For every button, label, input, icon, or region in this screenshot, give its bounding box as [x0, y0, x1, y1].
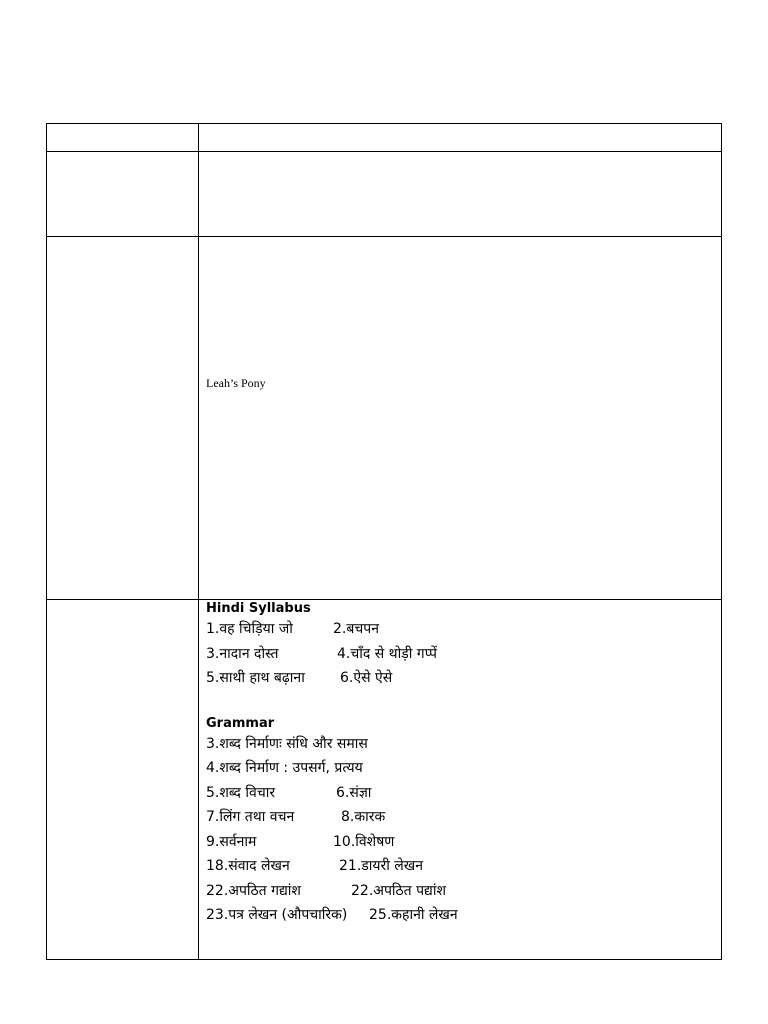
lesson-item: 3.नादान दोस्त [206, 645, 279, 662]
list-item [206, 756, 721, 781]
list-item [206, 642, 721, 667]
list-item [206, 732, 721, 757]
list-item [206, 854, 721, 879]
table-row [47, 152, 722, 237]
hindi-syllabus-heading: Hindi Syllabus [206, 601, 311, 616]
list-item [206, 879, 721, 904]
table-row [47, 237, 722, 600]
grammar-item: 3.शब्द निर्माणः संधि और समास [206, 735, 368, 752]
lesson-item: 1.वह चिड़िया जो [206, 621, 293, 637]
grammar-item: 22.अपठित गद्यांश [206, 882, 301, 899]
table-row [47, 600, 722, 960]
lesson-item: 5.साथी हाथ बढ़ाना [206, 670, 305, 686]
grammar-item: 23.पत्र लेखन (औपचारिक) [206, 907, 348, 923]
list-item [206, 781, 721, 806]
hindi-syllabus-cell [199, 600, 722, 960]
list-item [206, 617, 721, 642]
syllabus-table [46, 123, 722, 960]
table-cell-right [199, 152, 722, 237]
lesson-item: 2.बचपन [333, 621, 379, 637]
table-header-row [47, 124, 722, 152]
grammar-item: 18.संवाद लेखन [206, 858, 290, 874]
table-cell-left [47, 600, 199, 960]
lesson-item: 4.चाँद से थोड़ी गप्पें [337, 645, 437, 662]
list-item [206, 666, 721, 691]
grammar-item: 25.कहानी लेखन [369, 907, 458, 923]
english-cell [199, 237, 722, 600]
header-cell-right [199, 124, 722, 152]
grammar-item: 22.अपठित पद्यांश [351, 882, 447, 899]
list-item [206, 903, 721, 928]
grammar-item: 7.लिंग तथा वचन [206, 809, 295, 825]
grammar-item: 10.विशेषण [333, 833, 395, 850]
list-item [206, 805, 721, 830]
table-cell-left [47, 237, 199, 600]
lesson-item: 6.ऐसे ऐसे [340, 670, 393, 686]
grammar-heading: Grammar [206, 715, 275, 731]
grammar-item: 5.शब्द विचार [206, 784, 276, 801]
grammar-item: 8.कारक [341, 809, 386, 825]
grammar-item: 6.संज्ञा [336, 784, 372, 801]
english-reading-title: Leah’s Pony [206, 376, 266, 390]
header-cell-left [47, 124, 199, 152]
grammar-item: 21.डायरी लेखन [339, 858, 424, 874]
grammar-item: 9.सर्वनाम [206, 833, 257, 850]
table-cell-left [47, 152, 199, 237]
list-item [206, 830, 721, 855]
grammar-item: 4.शब्द निर्माण : उपसर्ग, प्रत्यय [206, 760, 363, 776]
